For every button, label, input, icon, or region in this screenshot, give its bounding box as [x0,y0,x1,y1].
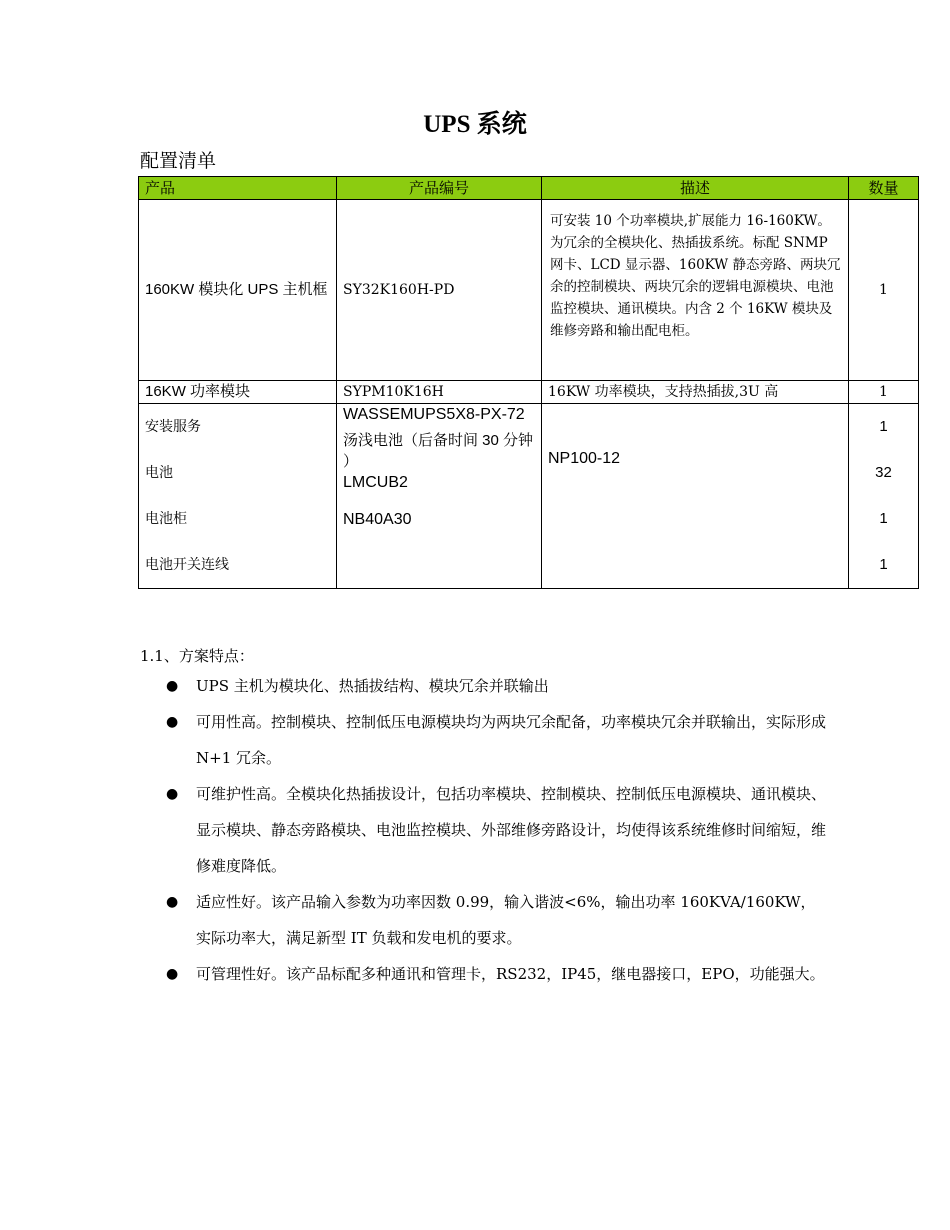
list-item [166,884,826,956]
product-item: 安装服务 [145,419,201,435]
quantity-item: 1 [879,510,888,527]
product-item: 电池 [145,465,173,481]
table-row [139,200,919,381]
list-item [166,956,826,992]
description-cell: NP100-12 [542,404,849,589]
code-stack-cell [337,404,542,589]
feature-text: UPS 主机为模块化、热插拔结构、模块冗余并联输出 [196,677,549,695]
quantity-stack-cell [849,404,919,589]
header-description: 描述 [542,177,849,200]
bullet-icon: ● [166,714,179,730]
product-list [145,404,330,588]
list-item [166,704,826,776]
product-cell: 16KW 功率模块 [139,381,337,404]
feature-text: 可维护性高。全模块化热插拔设计，包括功率模块、控制模块、控制低压电源模块、通讯模块、显示模块、静态旁路模块、电池监控模块、外部维修旁路设计，均使得该系统维修时间缩短，维修难度降低。 [196,785,827,875]
quantity-item: 1 [879,556,888,573]
bullet-icon: ● [166,678,179,694]
header-quantity: 数量 [849,177,919,200]
feature-text: 适应性好。该产品输入参数为功率因数 0.99，输入谐波<6%，输出功率 160KVA/160KW，实际功率大，满足新型 IT 负载和发电机的要求。 [196,893,816,947]
bullet-icon: ● [166,894,179,910]
section-heading: 1.1、方案特点： [140,647,254,665]
code-item: WASSEMUPS5X8-PX-72 [343,406,525,423]
list-item [166,668,826,704]
feature-list [166,668,826,992]
product-cell: 160KW 模块化 UPS 主机框 [139,200,337,381]
table-header-row [139,177,919,200]
code-cell: SYPM10K16H [337,381,542,404]
product-item: 电池柜 [145,511,187,527]
header-product: 产品 [139,177,337,200]
bullet-icon: ● [166,966,179,982]
product-item: 电池开关连线 [145,557,229,573]
bullet-icon: ● [166,786,179,802]
feature-text: 可管理性好。该产品标配多种通讯和管理卡，RS232，IP45，继电器接口，EPO，功能强大。 [196,965,825,983]
config-list-heading: 配置清单 [140,150,217,172]
quantity-list [855,404,912,588]
code-item: LMCUB2 [343,474,408,491]
code-item: NB40A30 [343,511,412,528]
code-cell: SY32K160H-PD [337,200,542,381]
feature-text: 可用性高。控制模块、控制低压电源模块均为两块冗余配备，功率模块冗余并联输出，实际形成 N+1 冗余。 [196,713,827,767]
quantity-item: 1 [879,418,888,435]
header-code: 产品编号 [337,177,542,200]
config-table [138,176,919,589]
description-cell: 可安装 10 个功率模块,扩展能力 16-160KW。为冗余的全模块化、热插拔系统。标配 SNMP 网卡、LCD 显示器、160KW 静态旁路、两块冗余的控制模块、两块冗余的逻辑电源模块、电池监控模块、通讯模块。内含 2 个 16KW 模块及维修旁路和输出配电柜。 [542,200,849,381]
quantity-item: 32 [875,464,892,481]
table-row [139,381,919,404]
quantity-cell: 1 [849,200,919,381]
table-row [139,404,919,589]
description-cell: 16KW 功率模块，支持热插拔,3U 高 [542,381,849,404]
product-stack-cell [139,404,337,589]
page-title: UPS 系统 [423,111,527,138]
quantity-cell: 1 [849,381,919,404]
code-item: 汤浅电池（后备时间 30 分钟 ） [343,432,534,470]
list-item [166,776,826,884]
